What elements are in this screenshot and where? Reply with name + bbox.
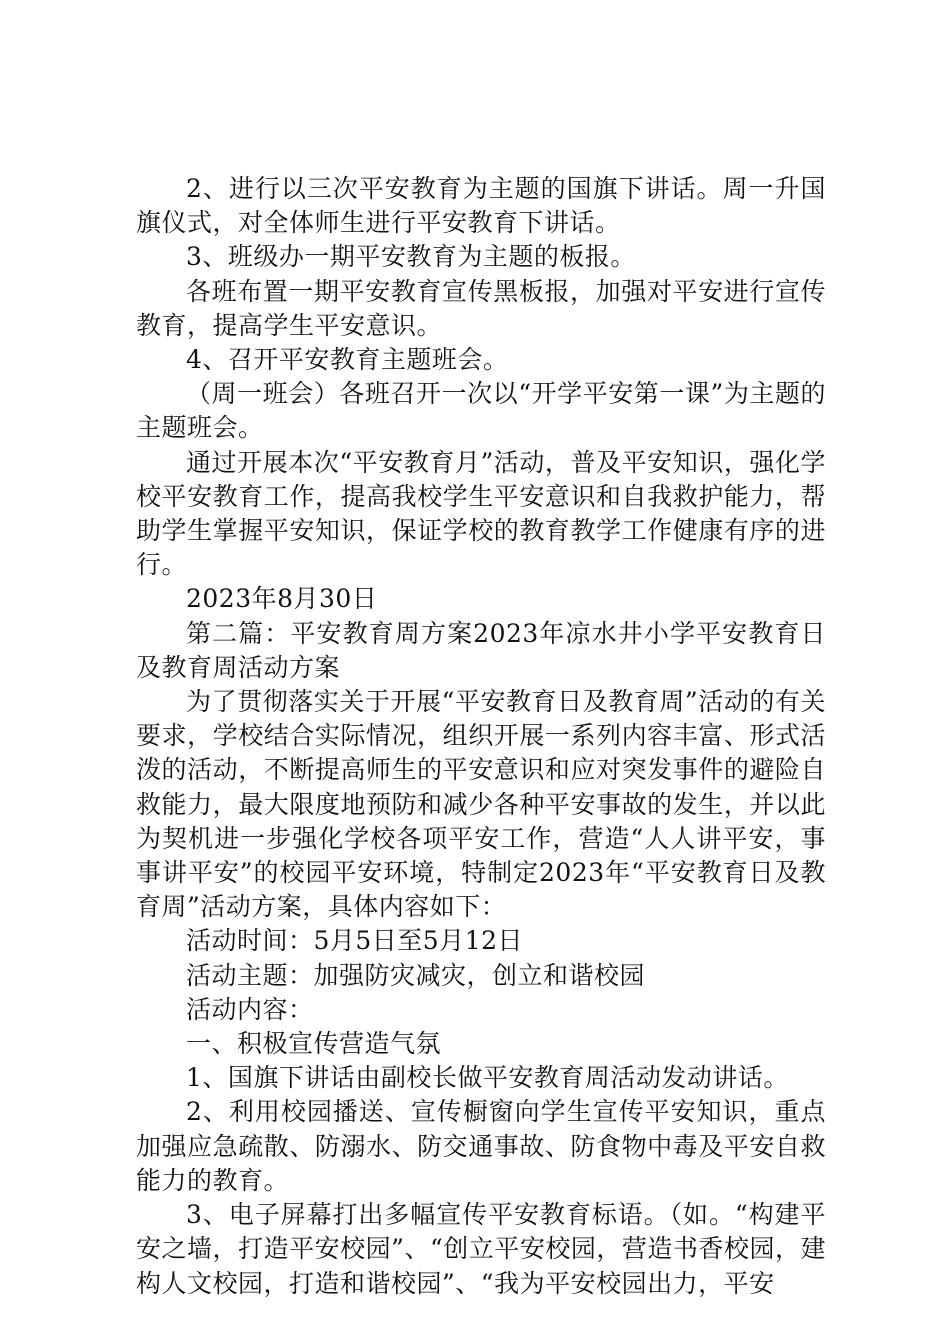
paragraph: 2、进行以三次平安教育为主题的国旗下讲话。周一升国旗仪式，对全体师生进行平安教育下讲话。 — [136, 174, 826, 238]
activity-time: 活动时间：5月5日至5月12日 — [186, 926, 524, 956]
section-title: 第二篇：平安教育周方案2023年凉水井小学平安教育日及教育周活动方案 — [136, 618, 826, 682]
paragraph: （周一班会）各班召开一次以“开学平安第一课”为主题的主题班会。 — [136, 379, 826, 443]
paragraph: 3、班级办一期平安教育为主题的板报。 — [186, 242, 636, 272]
paragraph: 2、利用校园播送、宣传橱窗向学生宣传平安知识，重点加强应急疏散、防溺水、防交通事故、防食物中毒及平安自救能力的教育。 — [136, 1097, 826, 1195]
activity-content-heading: 活动内容： — [186, 994, 314, 1024]
subsection-heading: 一、积极宣传营造气氛 — [186, 1029, 442, 1059]
paragraph: 通过开展本次“平安教育月”活动，普及平安知识，强化学校平安教育工作，提高我校学生平安意识和自我救护能力，帮助学生掌握平安知识，保证学校的教育教学工作健康有序的进行。 — [136, 447, 826, 580]
date-line: 2023年8月30日 — [186, 584, 378, 614]
activity-theme: 活动主题：加强防灾减灾，创立和谐校园 — [186, 960, 646, 990]
document-body — [136, 172, 826, 1301]
paragraph: 4、召开平安教育主题班会。 — [186, 345, 509, 375]
paragraph: 各班布置一期平安教育宣传黑板报，加强对平安进行宣传教育，提高学生平安意识。 — [136, 276, 826, 340]
paragraph: 为了贯彻落实关于开展“平安教育日及教育周”活动的有关要求，学校结合实际情况，组织开展一系列内容丰富、形式活泼的活动，不断提高师生的平安意识和应对突发事件的避险自救能力，最大限度地预防和减少各种平安事故的发生，并以此为契机进一步强化学校各项平安工作，营造“人人讲平安，事事讲平安”的校园平安环境，特制定2023年“平安教育日及教育周”活动方案，具体内容如下： — [136, 687, 826, 922]
paragraph: 3、电子屏幕打出多幅宣传平安教育标语。（如。“构建平安之墙，打造平安校园”、“创立平安校园，营造书香校园，建构人文校园，打造和谐校园”、“我为平安校园出力，平安 — [136, 1200, 826, 1298]
paragraph: 1、国旗下讲话由副校长做平安教育周活动发动讲话。 — [186, 1063, 789, 1093]
